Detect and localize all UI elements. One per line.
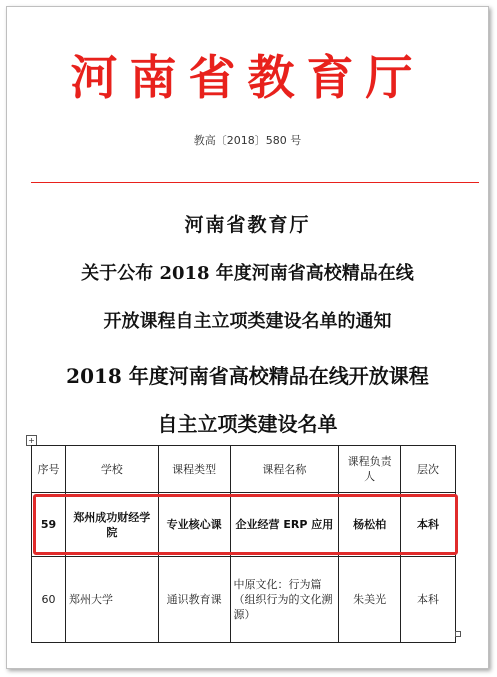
header-cell-course-name: 课程名称 — [230, 446, 339, 493]
cell-level: 本科 — [401, 493, 456, 557]
header-cell-course-leader: 课程负责人 — [339, 446, 401, 493]
cell-course-leader: 朱美光 — [339, 557, 401, 643]
letterhead-title: 河南省教育厅 — [70, 51, 425, 106]
letterhead-divider — [31, 182, 479, 183]
cell-index: 60 — [32, 557, 66, 643]
highlight-box — [33, 494, 458, 555]
cell-level: 本科 — [401, 557, 456, 643]
header-cell-course-type: 课程类型 — [158, 446, 230, 493]
table-resize-handle[interactable] — [455, 631, 461, 637]
cell-school: 郑州大学 — [65, 557, 158, 643]
cell-course-name: 企业经营 ERP 应用 — [230, 493, 339, 557]
cell-index: 59 — [32, 493, 66, 557]
cell-course-type: 专业核心课 — [158, 493, 230, 557]
notice-issuer: 河南省教育厅 — [184, 214, 311, 236]
cell-course-type: 通识教育课 — [158, 557, 230, 643]
header-cell-index: 序号 — [32, 446, 66, 493]
list-title-line-2: 自主立项类建设名单 — [157, 412, 338, 436]
notice-title-line-1: 关于公布 2018 年度河南省高校精品在线 — [81, 263, 414, 284]
header-cell-level: 层次 — [401, 446, 456, 493]
cell-school: 郑州成功财经学院 — [65, 493, 158, 557]
table-row — [32, 557, 456, 643]
list-title-line-1: 2018 年度河南省高校精品在线开放课程 — [66, 364, 429, 388]
cell-course-leader: 杨松柏 — [339, 493, 401, 557]
cell-course-name: 中原文化：行为篇（组织行为的文化溯源） — [230, 557, 339, 643]
table-move-handle-icon[interactable]: + — [26, 435, 37, 446]
document-number: 教高〔2018〕580 号 — [193, 134, 302, 147]
header-cell-school: 学校 — [65, 446, 158, 493]
table-header-row — [32, 446, 456, 493]
notice-title-line-2: 开放课程自主立项类建设名单的通知 — [103, 311, 392, 332]
